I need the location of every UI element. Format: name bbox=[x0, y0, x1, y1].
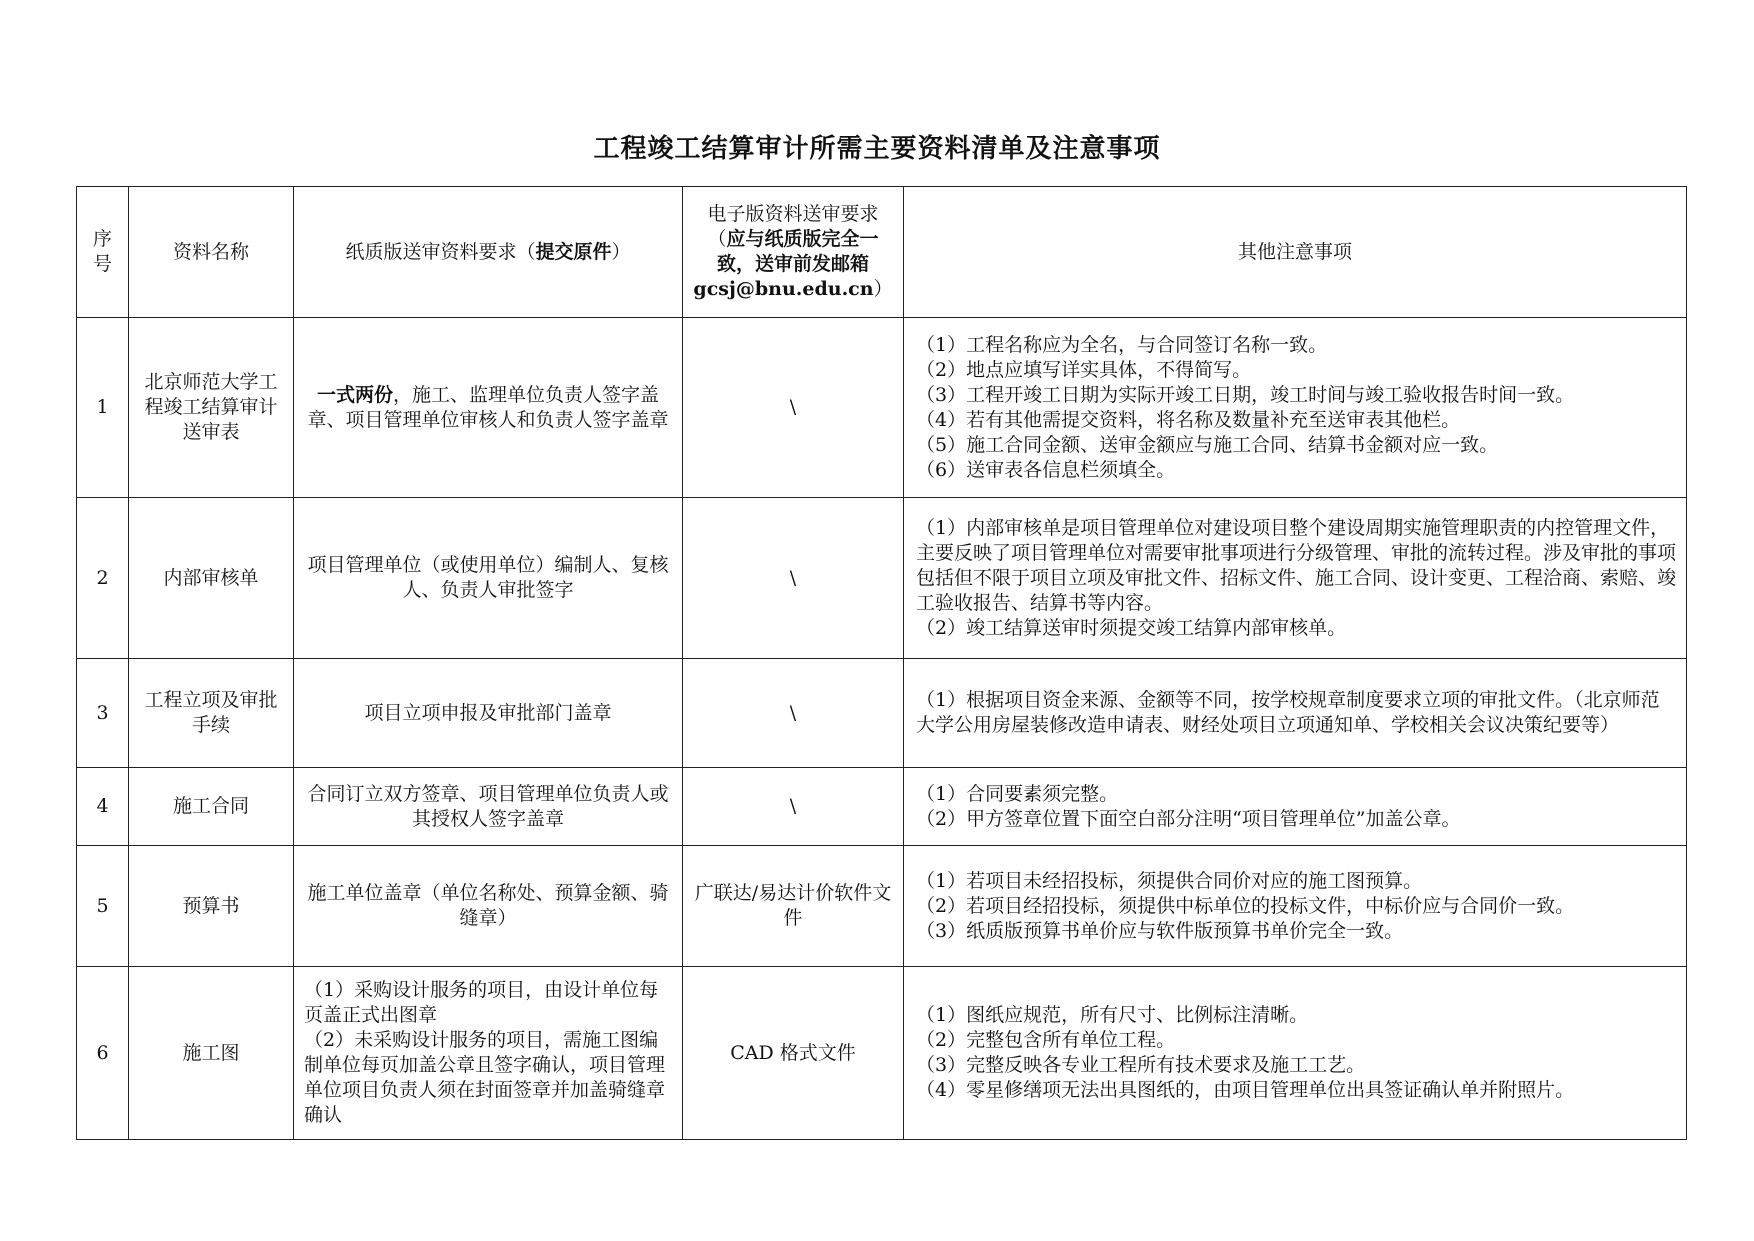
header-seq: 序号 bbox=[77, 187, 129, 318]
table-row bbox=[77, 318, 1687, 498]
header-paper-bold: 提交原件 bbox=[535, 240, 612, 263]
row-notes bbox=[904, 498, 1687, 659]
row-notes bbox=[904, 967, 1687, 1140]
row-seq: 6 bbox=[77, 967, 129, 1140]
note-line: （1）内部审核单是项目管理单位对建设项目整个建设周期实施管理职责的内控管理文件，主要反映了项目管理单位对需要审批事项进行分级管理、审批的流转过程。涉及审批的事项包括但不限于项目立项及审批文件、招标文件、施工合同、设计变更、工程洽商、索赔、竣工验收报告、结算书等内容。 bbox=[916, 516, 1677, 614]
note-line: （1）若项目未经招投标，须提供合同价对应的施工图预算。 bbox=[916, 869, 1423, 892]
row-electronic: \ bbox=[683, 659, 904, 768]
header-name: 资料名称 bbox=[129, 187, 294, 318]
row-seq: 4 bbox=[77, 768, 129, 846]
header-electronic-suffix: ） bbox=[873, 278, 893, 300]
row-name: 施工图 bbox=[129, 967, 294, 1140]
row-notes bbox=[904, 318, 1687, 498]
table-row bbox=[77, 846, 1687, 967]
materials-table bbox=[76, 186, 1687, 1140]
row-seq: 2 bbox=[77, 498, 129, 659]
table-header-row bbox=[77, 187, 1687, 318]
header-paper-prefix: 纸质版送审资料要求（ bbox=[345, 240, 536, 263]
note-line: （5）施工合同金额、送审金额应与施工合同、结算书金额对应一致。 bbox=[916, 433, 1499, 456]
note-line: （6）送审表各信息栏须填全。 bbox=[916, 458, 1176, 481]
row-electronic: 广联达/易达计价软件文件 bbox=[683, 846, 904, 967]
note-line: （2）甲方签章位置下面空白部分注明“项目管理单位”加盖公章。 bbox=[916, 807, 1461, 830]
row-electronic: CAD 格式文件 bbox=[683, 967, 904, 1140]
header-paper bbox=[294, 187, 683, 318]
paper-line: （1）采购设计服务的项目，由设计单位每页盖正式出图章 bbox=[304, 979, 659, 1026]
row-seq: 3 bbox=[77, 659, 129, 768]
paper-line: （2）未采购设计服务的项目，需施工图编制单位每页加盖公章且签字确认，项目管理单位项目负责人须在封面签章并加盖骑缝章确认 bbox=[304, 1029, 666, 1126]
note-line: （2）完整包含所有单位工程。 bbox=[916, 1029, 1176, 1051]
header-electronic bbox=[683, 187, 904, 318]
row-electronic: \ bbox=[683, 768, 904, 846]
row-paper: 合同订立双方签章、项目管理单位负责人或其授权人签字盖章 bbox=[294, 768, 683, 846]
header-paper-suffix: ） bbox=[611, 240, 631, 263]
header-electronic-prefix: 电子版资料送审要求（ bbox=[707, 203, 879, 250]
header-notes: 其他注意事项 bbox=[904, 187, 1687, 318]
row-name: 工程立项及审批手续 bbox=[129, 659, 294, 768]
row-paper: 施工单位盖章（单位名称处、预算金额、骑缝章） bbox=[294, 846, 683, 967]
row-name: 北京师范大学工程竣工结算审计送审表 bbox=[129, 318, 294, 498]
row-name: 施工合同 bbox=[129, 768, 294, 846]
row-seq: 1 bbox=[77, 318, 129, 498]
row-notes bbox=[904, 846, 1687, 967]
row-paper-bold: 一式两份 bbox=[316, 383, 393, 406]
note-line: （1）工程名称应为全名，与合同签订名称一致。 bbox=[916, 333, 1328, 356]
note-line: （4）零星修缮项无法出具图纸的，由项目管理单位出具签证确认单并附照片。 bbox=[916, 1079, 1575, 1101]
row-name: 内部审核单 bbox=[129, 498, 294, 659]
note-line: （3）工程开竣工日期为实际开竣工日期，竣工时间与竣工验收报告时间一致。 bbox=[916, 383, 1575, 406]
row-paper: 项目立项申报及审批部门盖章 bbox=[294, 659, 683, 768]
row-notes bbox=[904, 768, 1687, 846]
row-name: 预算书 bbox=[129, 846, 294, 967]
table-row bbox=[77, 967, 1687, 1140]
page-title: 工程竣工结算审计所需主要资料清单及注意事项 bbox=[593, 134, 1161, 164]
row-seq: 5 bbox=[77, 846, 129, 967]
row-paper bbox=[294, 967, 683, 1140]
note-line: （1）合同要素须完整。 bbox=[916, 782, 1119, 805]
note-line: （1）根据项目资金来源、金额等不同，按学校规章制度要求立项的审批文件。（北京师范大学公用房屋装修改造申请表、财经处项目立项通知单、学校相关会议决策纪要等） bbox=[916, 689, 1660, 736]
row-notes bbox=[904, 659, 1687, 768]
table-row bbox=[77, 659, 1687, 768]
row-electronic: \ bbox=[683, 318, 904, 498]
header-electronic-email: gcsj@bnu.edu.cn bbox=[693, 278, 874, 300]
note-line: （4）若有其他需提交资料，将名称及数量补充至送审表其他栏。 bbox=[916, 408, 1461, 431]
note-line: （3）完整反映各专业工程所有技术要求及施工工艺。 bbox=[916, 1054, 1366, 1076]
row-paper-text: ，施工、监理单位负责人签字盖章、项目管理单位审核人和负责人签字盖章 bbox=[307, 383, 669, 431]
table-row bbox=[77, 768, 1687, 846]
note-line: （1）图纸应规范，所有尺寸、比例标注清晰。 bbox=[916, 1004, 1309, 1026]
row-paper bbox=[294, 318, 683, 498]
row-paper: 项目管理单位（或使用单位）编制人、复核人、负责人审批签字 bbox=[294, 498, 683, 659]
table-row bbox=[77, 498, 1687, 659]
note-line: （2）地点应填写详实具体，不得简写。 bbox=[916, 358, 1252, 381]
note-line: （2）竣工结算送审时须提交竣工结算内部审核单。 bbox=[916, 616, 1347, 639]
header-electronic-bold: 应与纸质版完全一致，送审前发邮箱 bbox=[716, 228, 879, 275]
note-line: （2）若项目经招投标，须提供中标单位的投标文件，中标价应与合同价一致。 bbox=[916, 894, 1575, 917]
note-line: （3）纸质版预算书单价应与软件版预算书单价完全一致。 bbox=[916, 919, 1404, 942]
row-electronic: \ bbox=[683, 498, 904, 659]
